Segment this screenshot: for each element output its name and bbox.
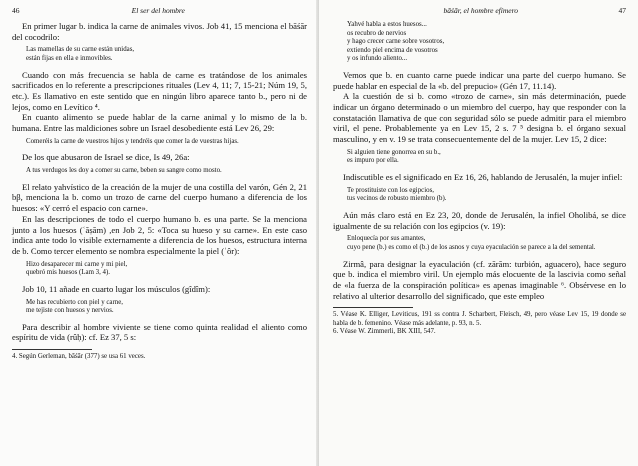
block-quote <box>26 167 307 176</box>
footnote: 5. Véase K. Elliger, Leviticus, 191 ss contra J. Scharbert, Fleisch, 49, pero véase Lev 15, 19 donde se habla de b. femenino. Véase más adelante, p. 93, n. 5. <box>333 311 626 327</box>
quote-line: Las mamellas de su carne están unidas, <box>26 46 135 54</box>
block-quote <box>347 235 626 252</box>
quote-line: os recubro de nervios <box>347 29 407 37</box>
quote-line: y os infundo aliento... <box>347 55 408 63</box>
quote-line: es impuro por ella. <box>347 157 399 165</box>
quote-line: me tejiste con huesos y nervios. <box>26 307 114 315</box>
quote-line: Enloquecía por sus amantes, <box>347 235 426 243</box>
left-running-head <box>12 6 307 15</box>
block-quote <box>26 299 307 316</box>
right-footnotes <box>333 311 626 336</box>
paragraph: Aún más claro está en Ez 23, 20, donde de Jerusalén, la infiel Oholibá, se dice igualmente de su relación con los egipcios (v. 19): <box>333 209 626 231</box>
quote-line: Si alguien tiene gonorrea en su b., <box>347 148 441 156</box>
paragraph: Cuando con más frecuencia se habla de carne es tratándose de los animales sacrificados en lo referente a prescripciones rituales (Lev 4, 11; 7, 15-21; Núm 19, 5, etc.). Es llamativo en este sentido que en ningún libro aparece tanto b., pero ni de lejos, como en Levítico ⁴. <box>12 69 307 112</box>
left-page-number: 46 <box>12 6 20 15</box>
paragraph: En cuanto alimento se puede hablar de la carne animal y lo mismo de la b. humana. Entre las maldiciones sobre un Israel desobediente está Lev 26, 29: <box>12 112 307 134</box>
paragraph: Zirmâ, para designar la eyaculación (cf. zārām: turbión, aguacero), hace seguro que b. indica el miembro viril. Un ejemplo más elocuente de la lascivia como señal de «la fuerza de la conspiración política» es apenas imaginable ⁶. Obsérvese en lo relativo al ulterior desarrollo del significado, que este empleo <box>333 258 626 301</box>
quote-line: Te prostituiste con los egipcios, <box>347 186 434 194</box>
right-footnote-rule <box>333 307 413 308</box>
quote-line: quebró mis huesos (Lam 3, 4). <box>26 269 111 277</box>
left-footnote-rule <box>12 349 92 350</box>
quote-line: A tus verdugos les doy a comer su carne, beben su sangre como mosto. <box>26 167 222 175</box>
right-page <box>319 0 638 466</box>
quote-line: están fijas en ella e inmovibles. <box>26 55 113 62</box>
quote-line: Comeréis la carne de vuestros hijos y tendréis que comer la de vuestras hijas. <box>26 137 239 145</box>
paragraph: En las descripciones de todo el cuerpo humano b. es una parte. Se la menciona junto a los huesos (ʿăṣām) ,en Job 2, 5: «Toca su hueso y su carne». En este caso indica ante todo lo visible externamente a diferencia de los huesos, estructura interna de b. Como tercer elemento se nombra especialmente la piel (ʿôr): <box>12 213 307 256</box>
right-body-text <box>333 21 626 301</box>
paragraph: Job 10, 11 añade en cuarto lugar los músculos (gîdîm): <box>22 283 211 294</box>
paragraph: Vemos que b. en cuanto carne puede indicar una parte del cuerpo humano. Se puede hablar en especial de la «b. del prepucio» (Gén 17, 11.14). <box>333 69 626 91</box>
footnote: 6. Véase W. Zimmerli, BK XIII, 547. <box>333 328 436 336</box>
block-quote <box>347 21 626 64</box>
paragraph: En primer lugar b. indica la carne de animales vivos. Job 41, 15 menciona el bāśār del cocodrilo: <box>12 21 307 42</box>
quote-line: Hizo desaparecer mi carne y mi piel, <box>26 260 128 268</box>
paragraph: El relato yahvístico de la creación de la mujer de una costilla del varón, Gén 2, 21 bβ, menciona la b. como un trozo de carne del cuerpo humano a diferencia de los huesos: «Y cerró el espacio con carne». <box>12 181 307 214</box>
quote-line: cuyo pene (b.) es como el (b.) de los asnos y cuya eyaculación se parece a la del semental. <box>347 243 596 251</box>
paragraph: A la cuestión de si b. como «trozo de carne», sin más determinación, puede indicar un órgano determinado o un miembro del cuerpo, hay que responder con la constatación llamativa de que con seguridad sólo se puede admitir para el miembro viril, el pene. Probablemente ya en Lev 15, 2 s. 7 ⁵ designa b. el órgano sexual masculino, y en v. 19 se trata consecuentemente del de la mujer. Lev 15, 2 dice: <box>333 91 626 145</box>
block-quote <box>347 187 626 204</box>
left-footnotes <box>12 353 307 361</box>
quote-line: y hago crecer carne sobre vosotros, <box>347 38 445 46</box>
block-quote <box>26 261 307 278</box>
block-quote <box>26 138 307 147</box>
left-body-text <box>12 21 307 343</box>
left-running-title: El ser del hombre <box>131 6 185 15</box>
paragraph: Indiscutible es el significado en Ez 16, 26, hablando de Jerusalén, la mujer infiel: <box>343 172 623 183</box>
right-page-number: 47 <box>618 6 626 15</box>
quote-line: Yahvé habla a estos huesos... <box>347 21 427 28</box>
right-running-head <box>333 6 626 15</box>
quote-line: tus vecinos de robusto miembro (b). <box>347 195 447 203</box>
block-quote <box>347 149 626 166</box>
right-running-title: bāśār, el hombre efímero <box>443 6 518 15</box>
quote-line: Me has recubierto con piel y carne, <box>26 298 124 306</box>
quote-line: extiendo piel encima de vosotros <box>347 46 438 54</box>
paragraph: De los que abusaron de Israel se dice, Is 49, 26a: <box>22 152 190 163</box>
footnote: 4. Según Gerleman, bāśār (377) se usa 61 veces. <box>12 353 146 361</box>
block-quote <box>26 46 307 63</box>
paragraph: Para describir al hombre viviente se tiene como quinta realidad el aliento como espíritu de vida (rûḥ): cf. Ez 37, 5 s: <box>12 321 307 343</box>
